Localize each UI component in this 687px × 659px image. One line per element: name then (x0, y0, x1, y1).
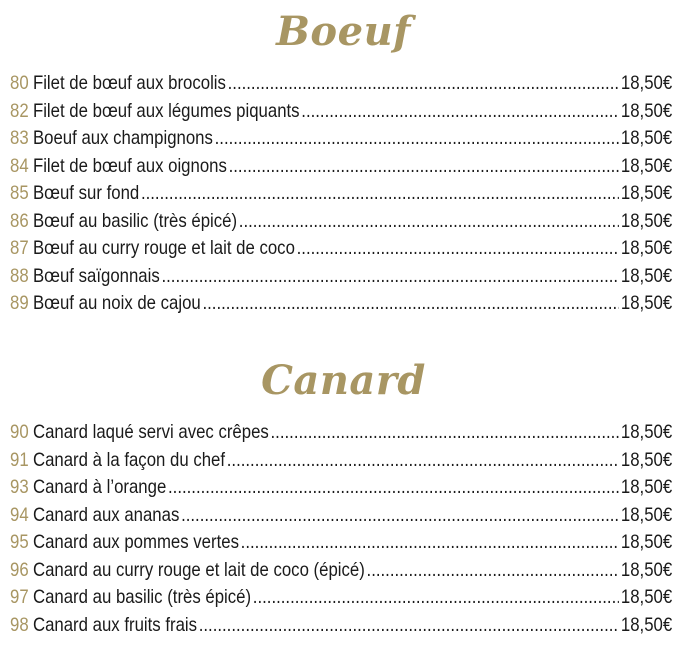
item-name: Boeuf aux champignons (32, 127, 213, 149)
item-number: 97 (10, 586, 29, 608)
item-name: Filet de bœuf aux brocolis (32, 72, 226, 94)
item-number: 93 (10, 476, 29, 498)
item-name: Canard aux pommes vertes (32, 531, 239, 553)
item-price: 18,50€ (620, 503, 673, 526)
item-name: Canard au basilic (très épicé) (32, 586, 252, 608)
item-price: 18,50€ (620, 154, 673, 177)
menu-item (10, 210, 672, 238)
menu-item (10, 127, 672, 155)
item-price: 18,50€ (620, 421, 673, 443)
item-price: 18,50€ (620, 72, 673, 94)
menu-list-canard (10, 421, 672, 641)
item-name: Bœuf saïgonnais (32, 264, 160, 287)
item-name: Bœuf sur fond (32, 182, 140, 204)
section-title-canard: Canard (261, 357, 426, 404)
item-name: Canard laqué servi avec crêpes (32, 421, 269, 443)
menu-item (10, 614, 672, 642)
item-number: 87 (10, 237, 29, 259)
item-number: 96 (10, 558, 29, 581)
item-price: 18,50€ (620, 182, 673, 204)
item-price: 18,50€ (620, 292, 673, 314)
item-price: 18,50€ (620, 586, 673, 608)
item-price: 18,50€ (620, 531, 673, 553)
item-name: Canard à l’orange (32, 476, 167, 498)
menu-item (10, 155, 672, 183)
menu-list-boeuf (10, 72, 672, 320)
item-price: 18,50€ (620, 558, 673, 581)
item-number: 80 (10, 72, 29, 94)
item-number: 90 (10, 421, 29, 443)
item-number: 89 (10, 292, 29, 314)
dot-leader (297, 237, 620, 260)
item-price: 18,50€ (620, 476, 673, 498)
item-price: 18,50€ (620, 127, 673, 149)
item-price: 18,50€ (620, 613, 673, 636)
item-number: 86 (10, 209, 29, 232)
item-name: Canard aux ananas (32, 503, 180, 526)
item-number: 85 (10, 182, 29, 204)
item-name: Filet de bœuf aux légumes piquants (32, 99, 300, 122)
item-number: 95 (10, 531, 29, 553)
menu-item (10, 182, 672, 210)
item-price: 18,50€ (620, 264, 673, 287)
dot-leader (301, 100, 619, 123)
menu-item (10, 559, 672, 587)
dot-leader (161, 265, 619, 288)
item-name: Canard à la façon du chef (32, 448, 226, 471)
dot-leader (239, 210, 619, 233)
menu-item (10, 100, 672, 128)
dot-leader (253, 586, 619, 609)
item-name: Filet de bœuf aux oignons (32, 154, 227, 177)
item-name: Bœuf au curry rouge et lait de coco (32, 237, 295, 259)
item-number: 82 (10, 99, 29, 122)
item-name: Canard au curry rouge et lait de coco (épicé) (32, 558, 365, 581)
dot-leader (215, 127, 620, 150)
menu-item (10, 586, 672, 614)
item-name: Canard aux fruits frais (32, 613, 198, 636)
dot-leader (229, 155, 620, 178)
section-title-boeuf: Boeuf (276, 8, 411, 55)
dot-leader (168, 476, 619, 499)
menu-item (10, 292, 672, 320)
item-number: 91 (10, 448, 29, 471)
dot-leader (367, 559, 620, 582)
item-number: 88 (10, 264, 29, 287)
dot-leader (227, 449, 619, 472)
item-name: Bœuf au noix de cajou (32, 292, 201, 314)
dot-leader (202, 292, 619, 315)
item-number: 98 (10, 613, 29, 636)
menu-item (10, 421, 672, 449)
item-price: 18,50€ (620, 237, 673, 259)
dot-leader (141, 182, 619, 205)
item-number: 94 (10, 503, 29, 526)
menu-item (10, 72, 672, 100)
dot-leader (181, 504, 619, 527)
menu-item (10, 531, 672, 559)
menu-item (10, 449, 672, 477)
dot-leader (199, 614, 619, 637)
item-price: 18,50€ (620, 448, 673, 471)
menu-item (10, 265, 672, 293)
item-number: 83 (10, 127, 29, 149)
dot-leader (228, 72, 620, 95)
menu-item (10, 504, 672, 532)
menu-item (10, 476, 672, 504)
menu-item (10, 237, 672, 265)
dot-leader (241, 531, 619, 554)
item-price: 18,50€ (620, 99, 673, 122)
item-number: 84 (10, 154, 29, 177)
dot-leader (271, 421, 620, 444)
item-price: 18,50€ (620, 209, 673, 232)
item-name: Bœuf au basilic (très épicé) (32, 209, 238, 232)
